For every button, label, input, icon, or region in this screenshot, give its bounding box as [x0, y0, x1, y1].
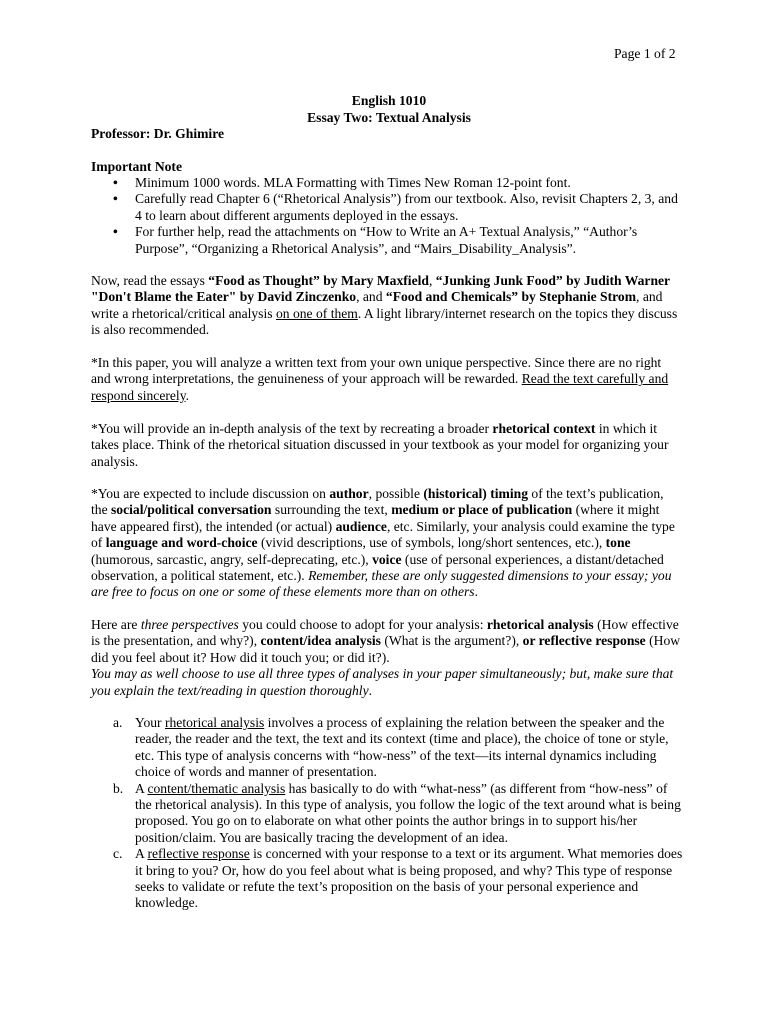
text: is concerned with your response to a text or its argument. What memories does it bring to you? Or, how do you feel about what is being proposed, and why? This type of response seeks to validate or refute the text’s proposition on the basis of your personal experience and knowledge.	[135, 846, 683, 911]
list-item	[91, 846, 687, 912]
list-item	[91, 224, 687, 257]
bold-term: social/political conversation	[111, 502, 272, 518]
underlined-text: Read the text carefully and respond sincerely	[91, 371, 669, 403]
bold-term: rhetorical context	[492, 421, 596, 436]
text: , possible	[368, 486, 424, 501]
underlined-text: on one of them	[275, 305, 358, 321]
bold-term: audience	[335, 518, 387, 534]
text: of the text’s publication, the	[91, 486, 664, 518]
perspective-paragraph	[91, 355, 681, 404]
text: .	[474, 584, 478, 600]
list-item	[91, 781, 687, 847]
text: (How effective is the presentation, and why?),	[91, 617, 679, 649]
text: (where it might have appeared first), the intended (or actual)	[91, 502, 660, 534]
bullet-icon: •	[113, 175, 118, 190]
text: , and write a rhetorical/critical analysis	[91, 289, 663, 321]
underlined-text: reflective response	[147, 846, 250, 862]
text: Your	[135, 715, 165, 730]
assignment-title: Essay Two: Textual Analysis	[307, 110, 471, 125]
text: has basically to do with “what-ness” (as different from “how-ness” of the rhetorical analysis). In this type of analysis, you follow the logic of the text around what is being proposed. You go on to elaborate on what other points the author brings in to support his/her position/claim. You are basically tracing the development of an idea.	[135, 780, 681, 845]
note-text: Carefully read Chapter 6 (“Rhetorical Analysis”) from our textbook. Also, revisit Chapters 2, 3, and 4 to learn about different arguments deployed in the essays.	[135, 191, 678, 223]
text: (vivid descriptions, use of symbols, long/short sentences, etc.),	[257, 535, 606, 551]
bold-term: medium or place of publication	[391, 502, 573, 518]
page-number: Page 1 of 2	[614, 46, 676, 61]
important-note-heading: Important Note	[91, 159, 182, 174]
course-title: English 1010	[351, 93, 427, 108]
text: , and	[356, 289, 386, 305]
important-note-list	[91, 175, 687, 257]
text: , etc. Similarly, your analysis could examine the type of	[91, 518, 675, 551]
text: (How did you feel about it? How did it touch you; or did it?).	[91, 633, 681, 665]
text: you could choose to adopt for your analysis:	[238, 617, 487, 632]
analysis-types-list	[91, 715, 687, 912]
text: *You are expected to include discussion on	[91, 486, 330, 501]
text: A	[135, 780, 148, 796]
bold-term: or reflective response	[522, 633, 646, 649]
bullet-icon: •	[113, 191, 118, 207]
list-item	[91, 191, 687, 224]
list-item	[91, 175, 687, 191]
text: *You will provide an in-depth analysis of the text by recreating a broader	[91, 421, 493, 436]
text: (humorous, sarcastic, angry, self-deprecating, etc.),	[91, 551, 373, 567]
dimensions-paragraph	[91, 486, 681, 601]
bold-term: author	[329, 486, 369, 501]
list-marker: a.	[113, 715, 123, 730]
italic-text: You may as well choose to use all three types of analyses in your paper simultaneously; but, make sure that you explain the text/reading in question thoroughly	[91, 666, 674, 698]
essay-title: “Food as Thought” by Mary Maxfield	[208, 273, 429, 288]
text: *In this paper, you will analyze a written text from your own unique perspective. Since there are no right and wrong interpretations, the genuineness of your approach will be rewarded.	[91, 355, 662, 387]
text: .	[185, 387, 190, 403]
professor-name: Professor: Dr. Ghimire	[91, 126, 225, 141]
underlined-text: content/thematic analysis	[147, 780, 286, 796]
text: surrounding the text,	[271, 502, 392, 518]
text: in which it takes place. Think of the rhetorical situation discussed in your textbook as your model for organizing your analysis.	[91, 421, 669, 469]
italic-text: Remember, these are only suggested dimensions to your essay; you are free to focus on one or some of these elements more than on others	[91, 568, 672, 600]
essays-paragraph	[91, 273, 681, 339]
bold-term: tone	[605, 535, 631, 551]
three-perspectives-paragraph	[91, 617, 681, 699]
context-paragraph	[91, 421, 681, 470]
note-text: For further help, read the attachments on “How to Write an A+ Textual Analysis,” “Author’s Purpose”, “Organizing a Rhetorical Analysis”, and “Mairs_Disability_Analysis”.	[135, 224, 638, 256]
text: .	[368, 682, 373, 698]
list-item	[91, 715, 687, 781]
underlined-text: rhetorical analysis	[164, 715, 265, 730]
italic-text: three perspectives	[140, 617, 239, 632]
bold-term: (historical) timing	[423, 486, 528, 501]
list-marker: c.	[113, 846, 123, 862]
text: involves a process of explaining the relation between the speaker and the reader, the reader and the text, the text and its context (time and place), the choice of tone or style, etc. This type of analysis concerns with “how-ness” of the text—its internal dynamics including choice of words and manner of presentation.	[135, 715, 669, 780]
list-marker: b.	[113, 780, 124, 796]
essay-title: “Food and Chemicals” by Stephanie Strom	[385, 289, 637, 305]
bullet-icon: •	[113, 224, 118, 240]
text: Now, read the essays	[91, 273, 209, 288]
bold-term: content/idea analysis	[260, 633, 381, 649]
text: A	[135, 846, 148, 862]
note-text: Minimum 1000 words. MLA Formatting with Times New Roman 12-point font.	[135, 175, 571, 190]
bold-term: language and word-choice	[105, 535, 258, 551]
essay-title: “Junking Junk Food” by Judith Warner "Don't Blame the Eater" by David Zinczenko	[91, 273, 670, 305]
text: Here are	[91, 617, 141, 632]
text: ,	[428, 273, 436, 288]
text: (What is the argument?),	[380, 633, 523, 649]
bold-term: voice	[372, 551, 402, 567]
text: . A light library/internet research on the topics they discuss is also recommended.	[91, 305, 678, 338]
text: (use of personal experiences, a distant/detached observation, a political statement, etc.).	[91, 551, 664, 584]
bold-term: rhetorical analysis	[486, 617, 594, 632]
